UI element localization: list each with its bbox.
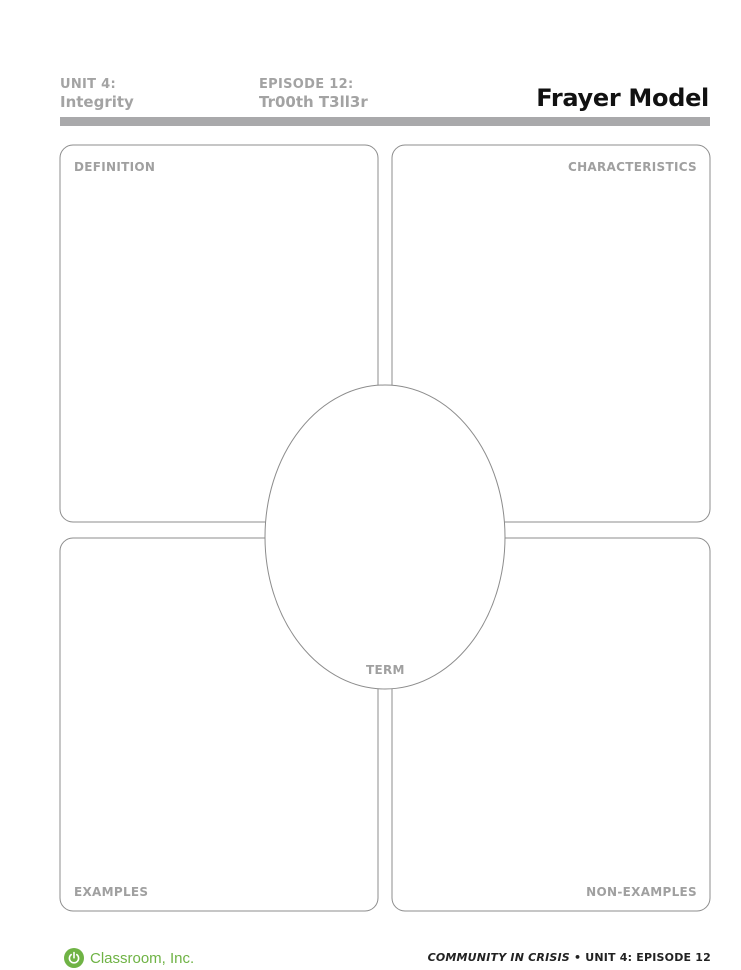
non-examples-label: NON-EXAMPLES: [586, 885, 697, 899]
episode-label: EPISODE 12:: [259, 77, 354, 92]
footer-unit-episode: UNIT 4: EPISODE 12: [585, 951, 711, 964]
episode-name: Tr00th T3ll3r: [259, 93, 368, 111]
page-title: Frayer Model: [536, 84, 709, 112]
unit-name: Integrity: [60, 93, 134, 111]
definition-label: DEFINITION: [74, 160, 156, 174]
brand-name: Classroom, Inc.: [90, 949, 195, 967]
power-icon: [64, 948, 84, 968]
unit-label: UNIT 4:: [60, 77, 117, 92]
term-oval[interactable]: [265, 385, 505, 689]
brand-logo: [64, 948, 194, 968]
examples-label: EXAMPLES: [74, 885, 149, 899]
term-label: TERM: [366, 663, 405, 677]
footer-separator: •: [573, 951, 582, 964]
footer-caption: [428, 951, 711, 964]
characteristics-label: CHARACTERISTICS: [567, 160, 697, 174]
series-name: COMMUNITY IN CRISIS: [427, 951, 570, 964]
